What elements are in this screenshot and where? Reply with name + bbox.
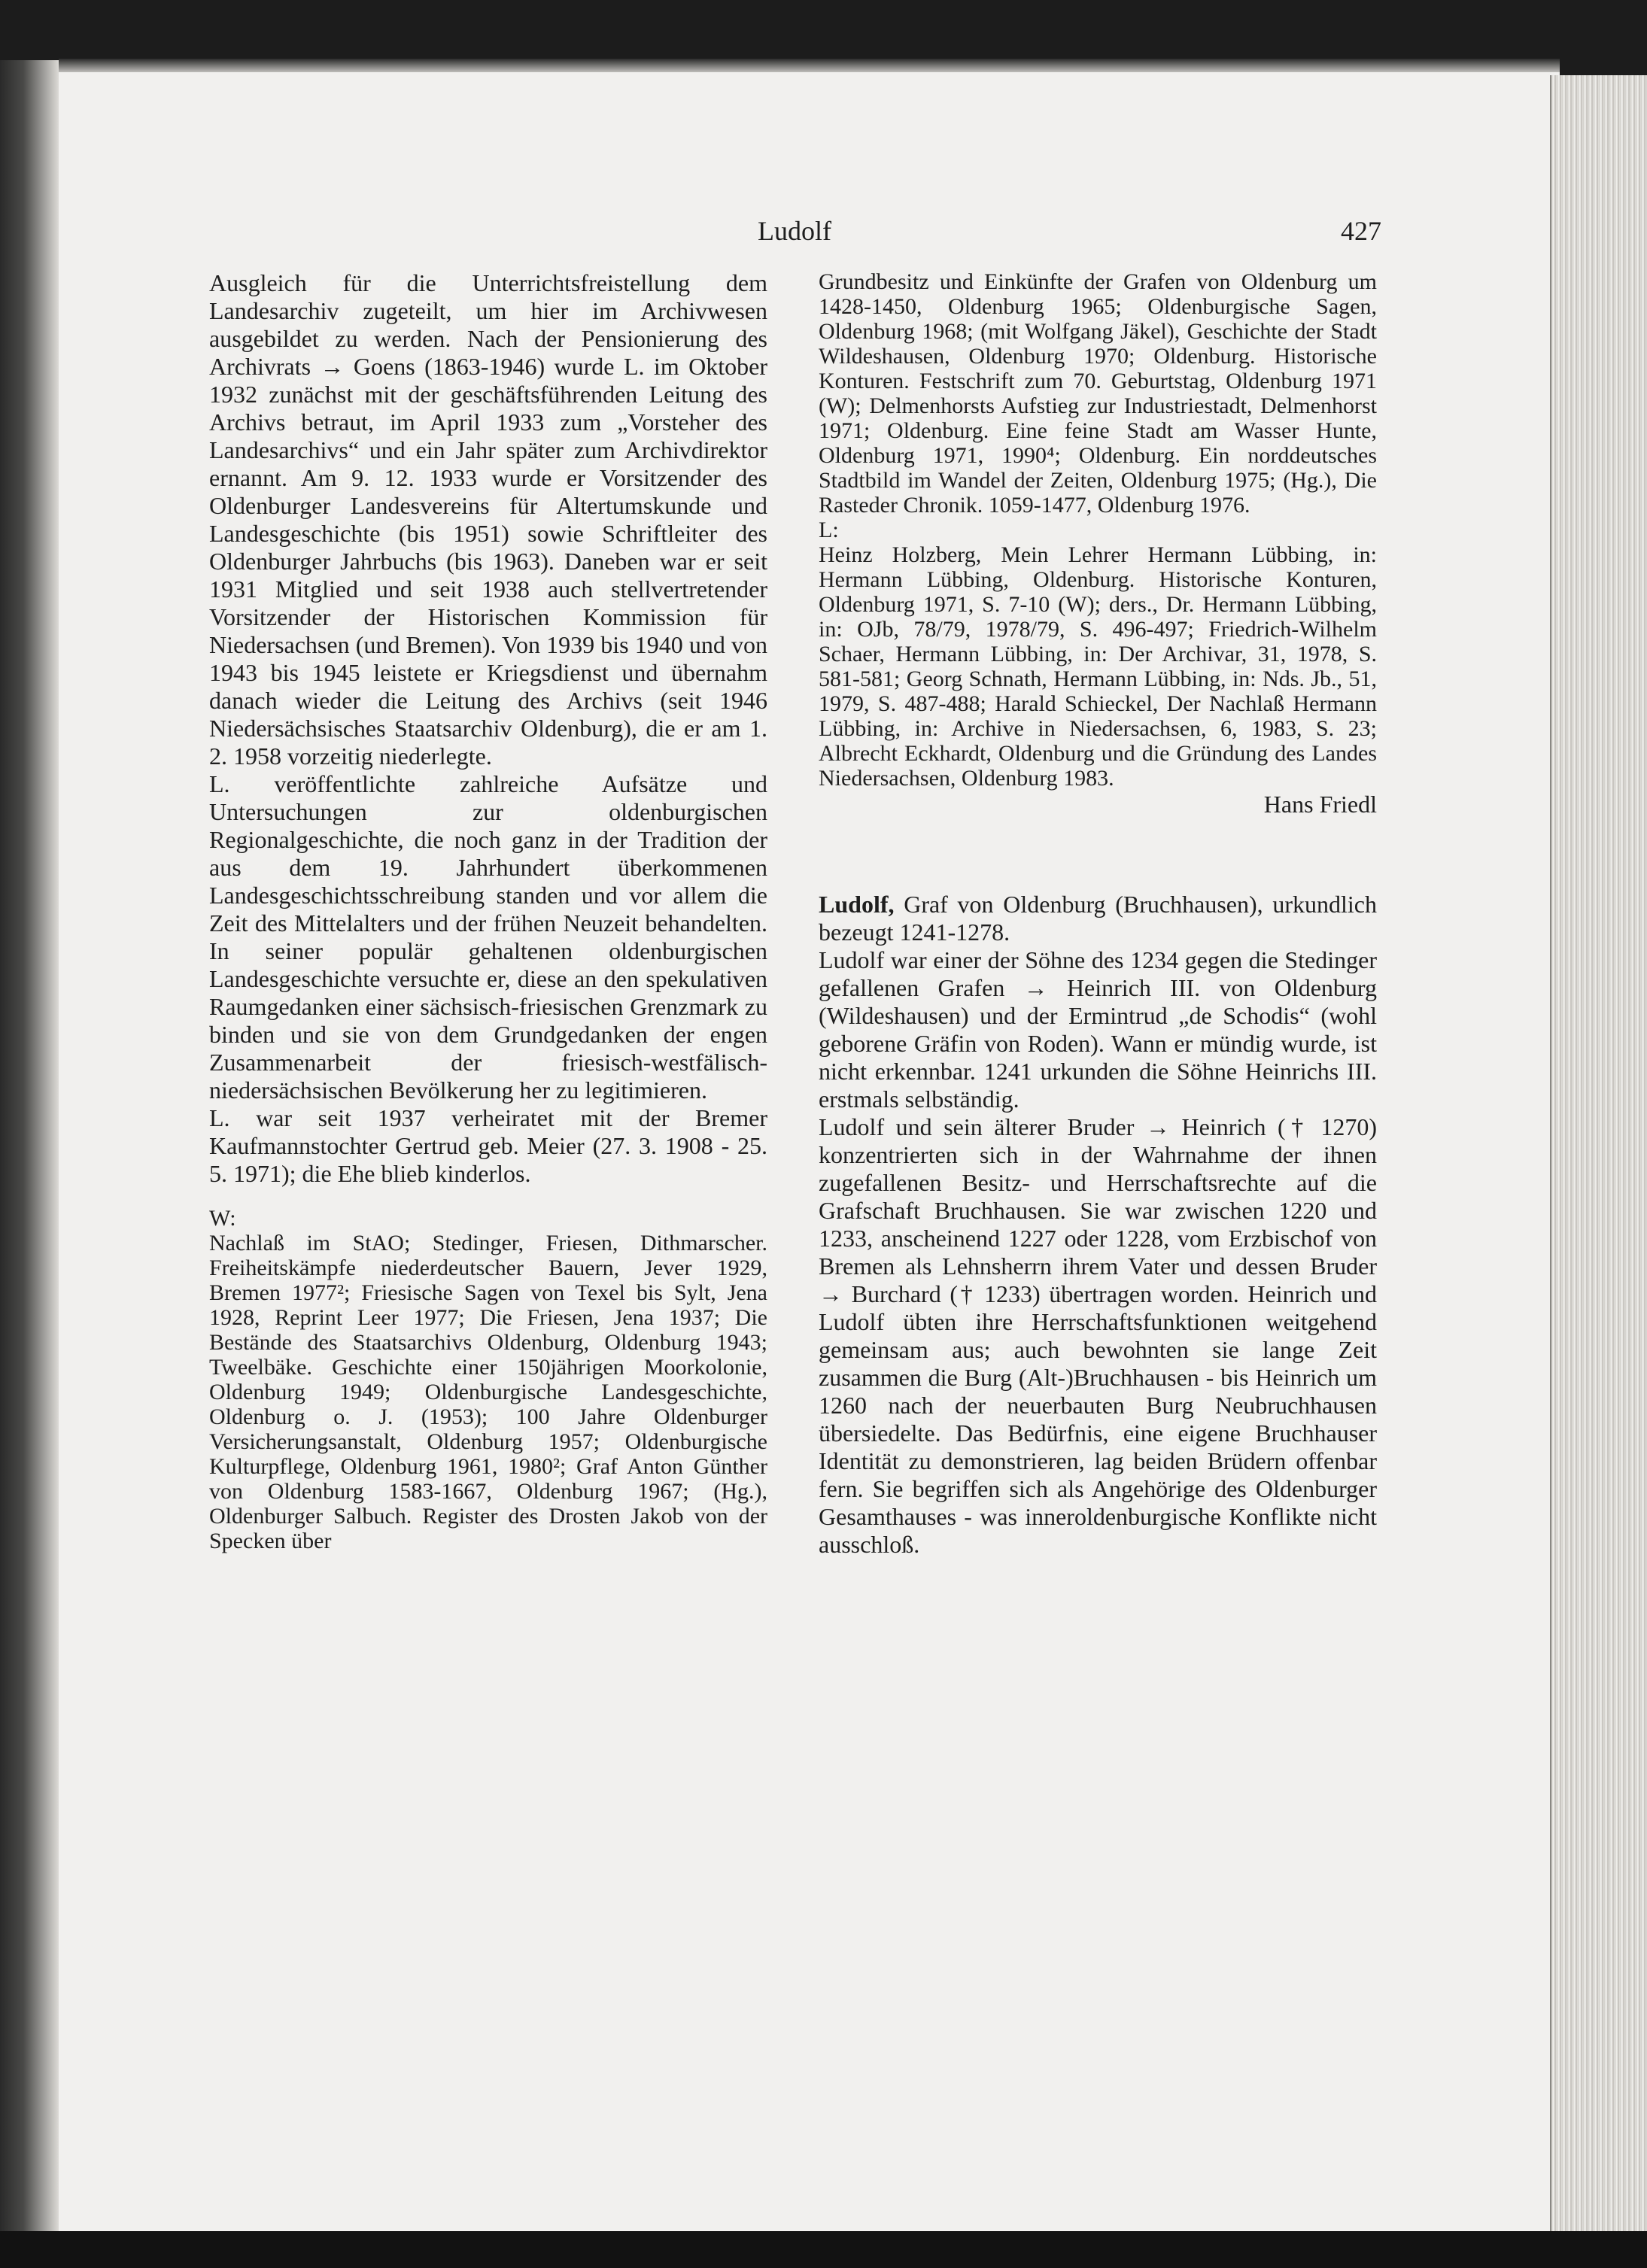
paragraph-origin: Ludolf war einer der Söhne des 1234 gegen die Stedinger gefallenen Grafen → Heinrich III. von Oldenburg (Wildeshausen) und der Ermintrud „de Schodis“ (wohl geborene Gräfin von Roden). Wann er mündig wurde, ist nicht erkennbar. 1241 urkunden die Söhne Heinrichs III. erstmals selbständig. (819, 946, 1377, 1113)
entry-intro: Graf von Oldenburg (Bruchhausen), urkundlich bezeugt 1241-1278. (819, 891, 1377, 946)
book-fore-edge (1550, 75, 1647, 2234)
author-signature: Hans Friedl (1263, 791, 1377, 818)
book-gutter (0, 60, 59, 2245)
scan-bottom-border (0, 2231, 1647, 2268)
paragraph-bruchhausen: Ludolf und sein älterer Bruder → Heinrich († 1270) konzentrierten sich in der Wahrnahme der ihnen zugefallenen Besitz- und Herrschaftsrechte auf die Grafschaft Bruchhausen. Sie war zwischen 1220 und 1233, anscheinend 1227 oder 1228, vom Erzbischof von Bremen als Lehnsherrn ihrem Vater und dessen Bruder → Burchard († 1233) übertragen worden. Heinrich und Ludolf übten ihre Herrschaftsfunktionen weitgehend gemeinsam aus; auch bewohnten sie lange Zeit zusammen die Burg (Alt-)Bruchhausen - bis Heinrich um 1260 nach der neuerbauten Burg Neubruchhausen übersiedelte. Das Bedürfnis, eine eigene Bruchhauser Identität zu demonstrieren, lag beiden Brüdern offenbar fern. Sie begriffen sich als Angehörige des Oldenburger Gesamthauses - was inneroldenburgische Konflikte nicht ausschloß. (819, 1113, 1377, 1558)
right-column (819, 269, 1377, 1559)
spacer (819, 818, 1377, 891)
page-top-edge (59, 59, 1560, 74)
paragraph-career: Ausgleich für die Unterrichtsfreistellung dem Landesarchiv zugeteilt, um hier im Archivwesen ausgebildet zu werden. Nach der Pensionierung des Archivrats → Goens (1863-1946) wurde L. im Oktober 1932 zunächst mit der geschäftsführenden Leitung des Archivs betraut, im April 1933 zum „Vorsteher des Landesarchivs“ und ein Jahr später zum Archivdirektor ernannt. Am 9. 12. 1933 wurde er Vorsitzender des Oldenburger Landesvereins für Altertumskunde und Landesgeschichte (bis 1951) sowie Schriftleiter des Oldenburger Jahrbuchs (bis 1963). Daneben war er seit 1931 Mitglied und seit 1938 auch stellvertretender Vorsitzender der Historischen Kommission für Niedersachsen (und Bremen). Von 1939 bis 1940 und von 1943 bis 1945 leistete er Kriegsdienst und übernahm danach wieder die Leitung des Archivs (seit 1946 Niedersächsisches Staatsarchiv Oldenburg), die er am 1. 2. 1958 vorzeitig niederlegte. (209, 269, 767, 770)
spacer (209, 1188, 767, 1206)
running-head-title: Ludolf (758, 216, 831, 246)
works-list-continued: Grundbesitz und Einkünfte der Grafen von Oldenburg um 1428-1450, Oldenburg 1965; Oldenburgische Sagen, Oldenburg 1968; (mit Wolfgang Jäkel), Geschichte der Stadt Wildeshausen, Oldenburg 1970; Oldenburg. Historische Konturen. Festschrift zum 70. Geburtstag, Oldenburg 1971 (W); Delmenhorsts Aufstieg zur Industriestadt, Delmenhorst 1971; Oldenburg. Eine feine Stadt am Wasser Hunte, Oldenburg 1971, 1990⁴; Oldenburg. Ein norddeutsches Stadtbild im Wandel der Zeiten, Oldenburg 1975; (Hg.), Die Rasteder Chronik. 1059-1477, Oldenburg 1976. (819, 269, 1377, 518)
page-number: 427 (1341, 216, 1381, 246)
entry-heading (819, 891, 1377, 946)
entry-name: Ludolf, (819, 891, 895, 918)
literature-label: L: (819, 518, 839, 542)
left-column (209, 269, 767, 1553)
literature-list: Heinz Holzberg, Mein Lehrer Hermann Lübbing, in: Hermann Lübbing, Oldenburg. Historische Konturen, Oldenburg 1971, S. 7-10 (W); ders., Dr. Hermann Lübbing, in: OJb, 78/79, 1978/79, S. 496-497; Friedrich-Wilhelm Schaer, Hermann Lübbing, in: Der Archivar, 31, 1978, S. 581-581; Georg Schnath, Hermann Lübbing, in: Nds. Jb., 51, 1979, S. 487-488; Harald Schieckel, Der Nachlaß Hermann Lübbing, in: Archive in Niedersachsen, 6, 1983, S. 23; Albrecht Eckhardt, Oldenburg und die Gründung des Landes Niedersachsen, Oldenburg 1983. (819, 542, 1377, 791)
paragraph-family: L. war seit 1937 verheiratet mit der Bremer Kaufmannstochter Gertrud geb. Meier (27. 3. 1908 - 25. 5. 1971); die Ehe blieb kinderlos. (209, 1104, 767, 1187)
paragraph-publications: L. veröffentlichte zahlreiche Aufsätze und Untersuchungen zur oldenburgischen Regionalgeschichte, die noch ganz in der Tradition der aus dem 19. Jahrhundert überkommenen Landesgeschichtsschreibung standen und vor allem die Zeit des Mittelalters und der frühen Neuzeit behandelten. In seiner populär gehaltenen oldenburgischen Landesgeschichte versuchte er, diese an den spekulativen Raumgedanken einer sächsisch-friesischen Grenzmark zu binden und sie von dem Grundgedanken der engen Zusammenarbeit der friesisch-westfälisch-niedersächsischen Bevölkerung her zu legitimieren. (209, 770, 767, 1104)
works-list: Nachlaß im StAO; Stedinger, Friesen, Dithmarscher. Freiheitskämpfe niederdeutscher Bauern, Jever 1929, Bremen 1977²; Friesische Sagen von Texel bis Sylt, Jena 1928, Reprint Leer 1977; Die Friesen, Jena 1937; Die Bestände des Staatsarchivs Oldenburg, Oldenburg 1943; Tweelbäke. Geschichte einer 150jährigen Moorkolonie, Oldenburg 1949; Oldenburgische Landesgeschichte, Oldenburg o. J. (1953); 100 Jahre Oldenburger Versicherungsanstalt, Oldenburg 1957; Oldenburgische Kulturpflege, Oldenburg 1961, 1980²; Graf Anton Günther von Oldenburg 1583-1667, Oldenburg 1967; (Hg.), Oldenburger Salbuch. Register des Drosten Jakob von der Specken über (209, 1231, 767, 1553)
works-label: W: (209, 1206, 236, 1231)
